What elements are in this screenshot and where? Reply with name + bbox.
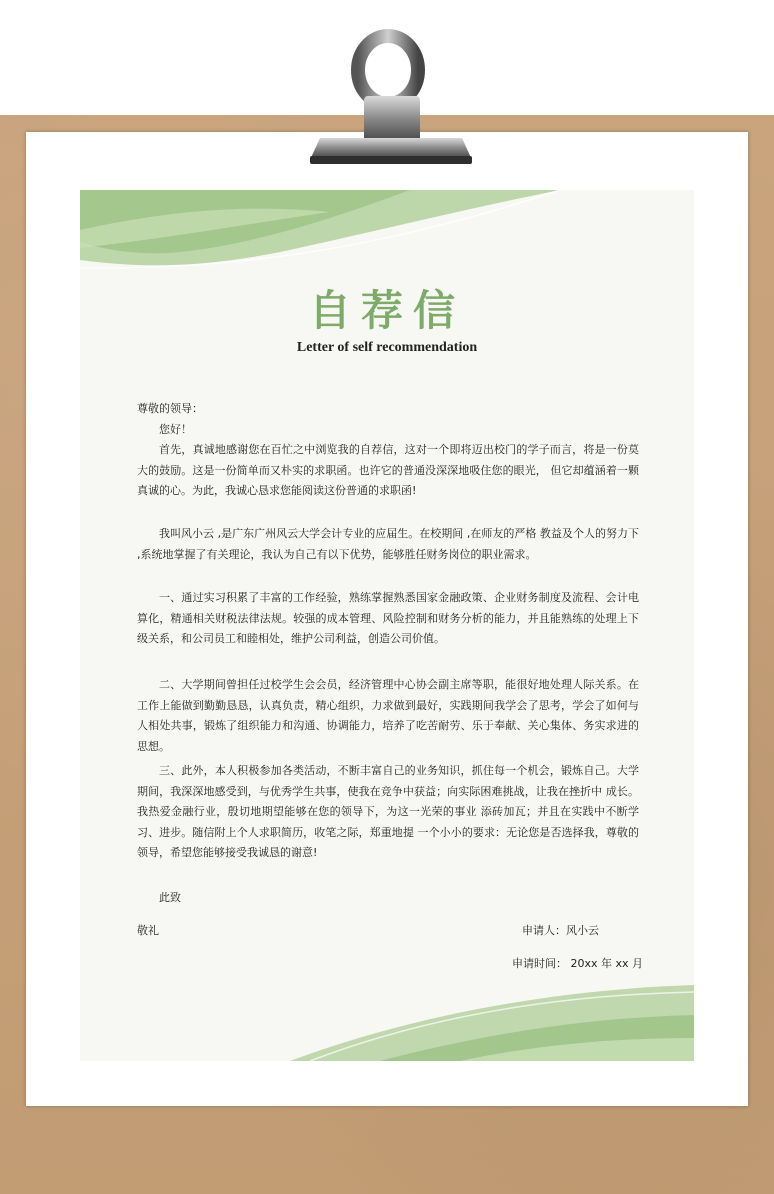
letter-subtitle: Letter of self recommendation: [296, 340, 478, 355]
salutation: 尊敬的领导：: [137, 402, 203, 415]
letter-title: 自荐信: [308, 286, 465, 335]
paragraph-1: 首先，真诚地感谢您在百忙之中浏览我的自荐信，这对一个即将迈出校门的学子而言，将是一份莫大的鼓励。这是一份简单而又朴实的求职函。也许它的普通没深深地吸住您的眼光， 但它却蕴涵着一颗真诚的心。为此，我诚心恳求您能阅读这份普通的求职函!: [137, 443, 639, 497]
application-date: 申请时间： 20xx 年 xx 月: [512, 957, 644, 970]
paragraph-3: 一、通过实习积累了丰富的工作经验，熟练掌握熟悉国家金融政策、企业财务制度及流程、会计电算化，精通相关财税法律法规。较强的成本管理、风险控制和财务分析的能力，并且能熟练的处理上下级关系，和公司员工和睦相处，维护公司利益，创造公司价值。: [137, 591, 639, 645]
applicant-name: 申请人：风小云: [522, 924, 599, 937]
closing-cizhi: 此致: [159, 891, 181, 904]
bottom-wave-decoration: [80, 980, 694, 1061]
letter-sheet: [80, 190, 694, 1061]
paragraph-2: 我叫风小云 ,是广东广州风云大学会计专业的应届生。在校期间 ,在师友的严格 教益及个人的努力下 ,系统地掌握了有关理论，我认为自己有以下优势，能够胜任财务岗位的职业需求。: [137, 527, 639, 561]
closing-jingli: 敬礼: [137, 924, 159, 937]
paragraph-4: 二、大学期间曾担任过校学生会会员，经济管理中心协会副主席等职，能很好地处理人际关系。在工作上能做到勤勤恳恳，认真负责，精心组织，力求做到最好，实践期间我学会了思考，学会了如何与人相处共事，锻炼了组织能力和沟通、协调能力，培养了吃苦耐劳、乐于奉献、关心集体、务实求进的思想。: [137, 678, 639, 753]
binder-clip-icon: [306, 28, 476, 170]
greeting: 您好！: [159, 423, 192, 436]
paragraph-5: 三、此外，本人积极参加各类活动，不断丰富自己的业务知识，抓住每一个机会，锻炼自己。大学期间，我深深地感受到，与优秀学生共事，使我在竞争中获益；向实际困难挑战，让我在挫折中 成长。我热爱金融行业，殷切地期望能够在您的领导下，为这一光荣的事业 添砖加瓦；并且在实践中不断学习、进步。随信附上个人求职简历，收笔之际，郑重地提 一个小小的要求：无论您是否选择我，尊敬的领导，希望您能够接受我诚恳的谢意!: [137, 764, 639, 859]
